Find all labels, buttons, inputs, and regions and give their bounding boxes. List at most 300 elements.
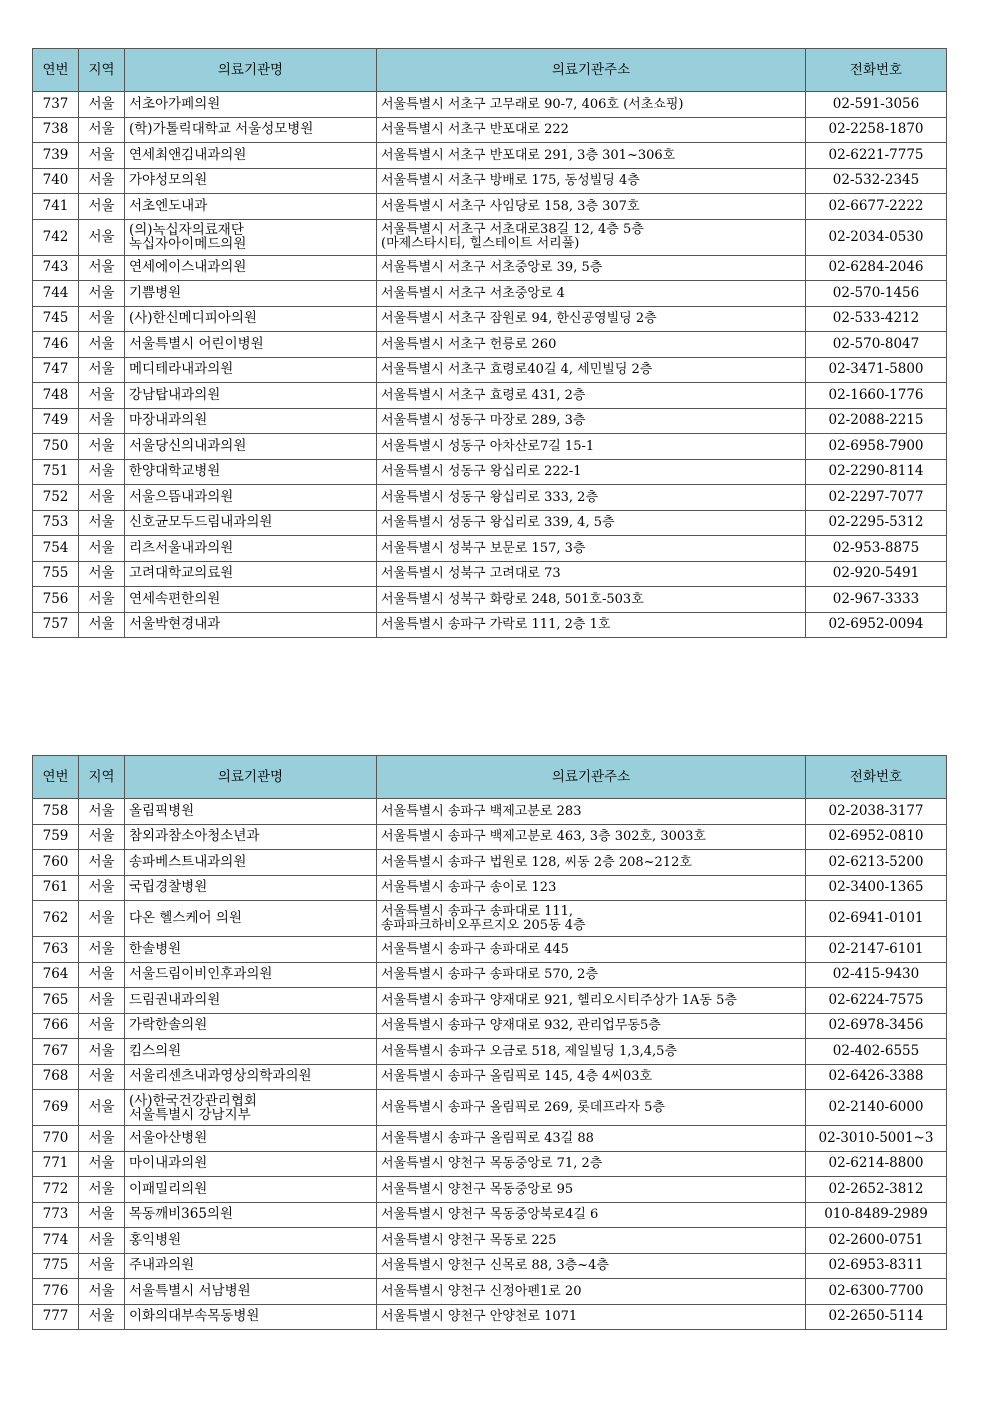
row-number: 771 <box>33 1151 79 1177</box>
row-hospital-address-line: 서울특별시 서초구 서초중앙로 4 <box>381 285 565 301</box>
row-hospital-address <box>377 332 806 358</box>
row-hospital-address-line: 서울특별시 양천구 목동로 225 <box>381 1232 557 1248</box>
row-hospital-name <box>125 1013 377 1039</box>
row-hospital-address <box>377 92 806 118</box>
row-phone: 02-3400-1365 <box>806 875 947 901</box>
hospital-table-1 <box>32 48 947 638</box>
row-hospital-name <box>125 1151 377 1177</box>
row-hospital-name <box>125 117 377 143</box>
row-number: 774 <box>33 1228 79 1254</box>
row-number: 757 <box>33 612 79 638</box>
row-hospital-name <box>125 1126 377 1152</box>
row-hospital-name <box>125 194 377 220</box>
row-hospital-address-line: 서울특별시 서초구 잠원로 94, 한신공영빌딩 2층 <box>381 311 657 327</box>
row-hospital-name-line: 한양대학교병원 <box>129 463 221 480</box>
row-hospital-address-line: 서울특별시 양천구 신정아펜1로 20 <box>381 1283 582 1299</box>
header-no: 연번 <box>33 756 79 799</box>
row-number: 749 <box>33 408 79 434</box>
row-hospital-name-line: 다온 헬스케어 의원 <box>129 910 242 926</box>
table-row <box>33 143 947 169</box>
row-region: 서울 <box>79 937 125 963</box>
row-hospital-address-line: 서울특별시 양천구 목동중앙로 71, 2층 <box>381 1156 603 1172</box>
row-hospital-address-line: 서울특별시 서초구 사임당로 158, 3층 307호 <box>381 198 640 214</box>
row-hospital-name-line: 송파베스트내과의원 <box>129 853 247 870</box>
row-hospital-address <box>377 561 806 587</box>
row-hospital-address <box>377 1151 806 1177</box>
row-hospital-name-line: 기쁨병원 <box>129 284 182 301</box>
row-hospital-address-line: 서울특별시 성북구 보문로 157, 3층 <box>381 540 586 556</box>
table-row <box>33 510 947 536</box>
row-hospital-address-line: 서울특별시 송파구 법원로 128, 씨동 2층 208~212호 <box>381 854 692 870</box>
row-hospital-name <box>125 168 377 194</box>
row-number: 744 <box>33 281 79 307</box>
row-hospital-address <box>377 168 806 194</box>
table-row <box>33 1151 947 1177</box>
row-region: 서울 <box>79 1177 125 1203</box>
row-hospital-name <box>125 988 377 1014</box>
row-region: 서울 <box>79 168 125 194</box>
row-region: 서울 <box>79 988 125 1014</box>
row-phone: 02-953-8875 <box>806 536 947 562</box>
row-hospital-name <box>125 850 377 876</box>
row-number: 743 <box>33 255 79 281</box>
row-hospital-name <box>125 799 377 825</box>
row-hospital-address <box>377 612 806 638</box>
table-row <box>33 306 947 332</box>
row-hospital-name <box>125 510 377 536</box>
row-hospital-name <box>125 281 377 307</box>
row-region: 서울 <box>79 1126 125 1152</box>
row-hospital-name <box>125 1064 377 1090</box>
table-row <box>33 824 947 850</box>
row-region: 서울 <box>79 510 125 536</box>
row-hospital-name <box>125 824 377 850</box>
row-hospital-name-line: 신호균모두드림내과의원 <box>129 514 273 531</box>
row-hospital-address-line: 서울특별시 서초구 반포대로 291, 3층 301~306호 <box>381 147 676 163</box>
row-hospital-address <box>377 357 806 383</box>
row-phone: 02-533-4212 <box>806 306 947 332</box>
row-hospital-name <box>125 255 377 281</box>
row-number: 761 <box>33 875 79 901</box>
row-hospital-address <box>377 143 806 169</box>
row-hospital-name-line: 연세속편한의원 <box>129 590 221 607</box>
row-hospital-name <box>125 383 377 409</box>
row-region: 서울 <box>79 117 125 143</box>
row-phone: 02-2295-5312 <box>806 510 947 536</box>
row-number: 760 <box>33 850 79 876</box>
row-region: 서울 <box>79 875 125 901</box>
table-row <box>33 937 947 963</box>
row-hospital-name <box>125 1253 377 1279</box>
row-hospital-name <box>125 306 377 332</box>
header-phone: 전화번호 <box>806 756 947 799</box>
row-number: 752 <box>33 485 79 511</box>
table-row <box>33 561 947 587</box>
row-number: 766 <box>33 1013 79 1039</box>
row-phone: 02-3471-5800 <box>806 357 947 383</box>
row-hospital-address <box>377 824 806 850</box>
row-hospital-address <box>377 219 806 255</box>
row-hospital-name-line: 참외과참소아청소년과 <box>129 828 260 845</box>
row-region: 서울 <box>79 1279 125 1305</box>
row-hospital-name <box>125 1090 377 1126</box>
header-name: 의료기관명 <box>125 756 377 799</box>
row-number: 768 <box>33 1064 79 1090</box>
row-hospital-name <box>125 332 377 358</box>
row-hospital-address-line: 서울특별시 성동구 왕십리로 222-1 <box>381 464 582 480</box>
table-header-row <box>33 49 947 92</box>
header-address: 의료기관주소 <box>377 49 806 92</box>
row-hospital-name-line: 드림권내과의원 <box>129 991 221 1008</box>
row-phone: 02-6213-5200 <box>806 850 947 876</box>
table-row <box>33 408 947 434</box>
row-hospital-address-line: 서울특별시 서초구 방배로 175, 동성빌딩 4층 <box>381 173 640 189</box>
row-hospital-name <box>125 1279 377 1305</box>
row-hospital-address-line: 서울특별시 서초구 서초대로38길 12, 4층 5층 <box>381 222 644 237</box>
row-number: 772 <box>33 1177 79 1203</box>
table-row <box>33 1202 947 1228</box>
row-hospital-name <box>125 459 377 485</box>
row-hospital-name-line: 서초엔도내과 <box>129 197 208 214</box>
row-hospital-name <box>125 1304 377 1330</box>
row-hospital-name-line: 메디테라내과의원 <box>129 361 234 378</box>
row-hospital-address <box>377 194 806 220</box>
row-phone: 02-2034-0530 <box>806 219 947 255</box>
row-region: 서울 <box>79 434 125 460</box>
row-hospital-name-line: 가야성모의원 <box>129 172 208 189</box>
row-region: 서울 <box>79 799 125 825</box>
row-hospital-address <box>377 536 806 562</box>
table-row <box>33 587 947 613</box>
table-row <box>33 1064 947 1090</box>
table-row <box>33 1304 947 1330</box>
row-hospital-name-line: 주내과의원 <box>129 1257 195 1274</box>
row-hospital-name-line: 서울리센츠내과영상의학과의원 <box>129 1068 312 1085</box>
row-hospital-name-line: 목동깨비365의원 <box>129 1206 234 1223</box>
row-hospital-address-line: 서울특별시 송파구 올림픽로 43길 88 <box>381 1130 594 1146</box>
row-number: 748 <box>33 383 79 409</box>
row-phone: 02-2088-2215 <box>806 408 947 434</box>
row-number: 758 <box>33 799 79 825</box>
row-hospital-name-line: 리츠서울내과의원 <box>129 539 234 556</box>
row-hospital-name-line: 고려대학교의료원 <box>129 565 234 582</box>
row-number: 755 <box>33 561 79 587</box>
header-address: 의료기관주소 <box>377 756 806 799</box>
table-row <box>33 1177 947 1203</box>
row-hospital-address <box>377 117 806 143</box>
row-hospital-name <box>125 434 377 460</box>
row-region: 서울 <box>79 1228 125 1254</box>
row-hospital-address-line: 서울특별시 송파구 오금로 518, 제일빌딩 1,3,4,5층 <box>381 1043 678 1059</box>
row-hospital-name-line: 연세에이스내과의원 <box>129 259 247 276</box>
table-row <box>33 117 947 143</box>
table-row <box>33 485 947 511</box>
row-region: 서울 <box>79 1151 125 1177</box>
row-hospital-address-line: 서울특별시 송파구 가락로 111, 2층 1호 <box>381 617 611 633</box>
table-row <box>33 255 947 281</box>
table-row <box>33 988 947 1014</box>
header-no: 연번 <box>33 49 79 92</box>
row-hospital-name-line: 서울특별시 서남병원 <box>129 1282 251 1299</box>
row-number: 750 <box>33 434 79 460</box>
table-row <box>33 332 947 358</box>
row-region: 서울 <box>79 824 125 850</box>
table-row <box>33 434 947 460</box>
row-phone: 02-402-6555 <box>806 1039 947 1065</box>
table-row <box>33 1228 947 1254</box>
row-hospital-address-line: 서울특별시 성북구 고려대로 73 <box>381 566 561 582</box>
row-hospital-address-line: 서울특별시 양천구 안양천로 1071 <box>381 1309 578 1325</box>
table-row <box>33 357 947 383</box>
row-hospital-address <box>377 1013 806 1039</box>
row-hospital-address-line: 서울특별시 성동구 마장로 289, 3층 <box>381 413 586 429</box>
row-phone: 02-2147-6101 <box>806 937 947 963</box>
row-number: 738 <box>33 117 79 143</box>
row-number: 770 <box>33 1126 79 1152</box>
row-hospital-address <box>377 306 806 332</box>
row-phone: 02-570-1456 <box>806 281 947 307</box>
row-phone: 02-2650-5114 <box>806 1304 947 1330</box>
row-hospital-address <box>377 875 806 901</box>
table-row <box>33 1253 947 1279</box>
row-hospital-address-line: 서울특별시 양천구 목동중앙로 95 <box>381 1181 574 1197</box>
row-hospital-name-line: 서울으뜸내과의원 <box>129 488 234 505</box>
row-hospital-name-line: 마이내과의원 <box>129 1155 208 1172</box>
row-region: 서울 <box>79 536 125 562</box>
row-hospital-name <box>125 937 377 963</box>
row-phone: 02-6221-7775 <box>806 143 947 169</box>
row-hospital-name-line: (사)한국건강관리협회 <box>129 1092 257 1109</box>
row-region: 서울 <box>79 459 125 485</box>
row-hospital-address <box>377 408 806 434</box>
hospital-table-2 <box>32 755 947 1330</box>
row-number: 740 <box>33 168 79 194</box>
row-phone: 02-3010-5001~3 <box>806 1126 947 1152</box>
row-hospital-address <box>377 937 806 963</box>
row-phone: 02-6978-3456 <box>806 1013 947 1039</box>
row-hospital-name <box>125 901 377 937</box>
row-number: 739 <box>33 143 79 169</box>
row-hospital-name-line: 국립경찰병원 <box>129 879 208 896</box>
row-phone: 02-6224-7575 <box>806 988 947 1014</box>
row-region: 서울 <box>79 357 125 383</box>
row-region: 서울 <box>79 408 125 434</box>
row-number: 763 <box>33 937 79 963</box>
row-region: 서울 <box>79 1304 125 1330</box>
row-number: 773 <box>33 1202 79 1228</box>
row-hospital-address-line: 서울특별시 성동구 아차산로7길 15-1 <box>381 438 595 454</box>
row-hospital-name <box>125 536 377 562</box>
row-phone: 02-6953-8311 <box>806 1253 947 1279</box>
row-hospital-name-line: 서초아가페의원 <box>129 95 221 112</box>
row-hospital-address <box>377 1126 806 1152</box>
row-hospital-address <box>377 434 806 460</box>
row-number: 767 <box>33 1039 79 1065</box>
row-region: 서울 <box>79 219 125 255</box>
row-hospital-name <box>125 408 377 434</box>
row-phone: 02-6284-2046 <box>806 255 947 281</box>
row-hospital-name <box>125 962 377 988</box>
row-region: 서울 <box>79 255 125 281</box>
row-hospital-name <box>125 219 377 255</box>
row-hospital-address <box>377 962 806 988</box>
row-hospital-address <box>377 1253 806 1279</box>
row-region: 서울 <box>79 612 125 638</box>
row-number: 762 <box>33 901 79 937</box>
row-hospital-name-line: (의)녹십자의료재단 <box>129 222 244 238</box>
row-hospital-address-line: 서울특별시 서초구 서초중앙로 39, 5층 <box>381 260 603 276</box>
table-row <box>33 1039 947 1065</box>
row-hospital-address <box>377 1304 806 1330</box>
row-region: 서울 <box>79 92 125 118</box>
row-hospital-name-line: 녹십자아이메드의원 <box>129 236 247 252</box>
row-hospital-address-line: 서울특별시 송파구 올림픽로 145, 4층 4씨03호 <box>381 1069 653 1085</box>
row-hospital-name-line: 서울특별시 강남지부 <box>129 1106 251 1123</box>
row-hospital-address <box>377 383 806 409</box>
row-number: 776 <box>33 1279 79 1305</box>
row-hospital-address-line: 서울특별시 서초구 반포대로 222 <box>381 122 569 138</box>
row-hospital-name-line: 이화의대부속목동병원 <box>129 1308 260 1325</box>
table-row <box>33 799 947 825</box>
row-hospital-address-line: 서울특별시 양천구 신목로 88, 3층~4층 <box>381 1258 609 1274</box>
row-region: 서울 <box>79 143 125 169</box>
row-hospital-address-line: 서울특별시 성북구 화랑로 248, 501호-503호 <box>381 591 644 607</box>
row-number: 737 <box>33 92 79 118</box>
header-name: 의료기관명 <box>125 49 377 92</box>
row-phone: 02-2297-7077 <box>806 485 947 511</box>
row-hospital-name-line: (사)한신메디피아의원 <box>129 310 257 327</box>
row-number: 742 <box>33 219 79 255</box>
row-hospital-address-line: 서울특별시 송파구 양재대로 932, 관리업무동5층 <box>381 1018 661 1034</box>
row-phone: 02-570-8047 <box>806 332 947 358</box>
row-hospital-address-line: 서울특별시 송파구 백제고분로 283 <box>381 803 582 819</box>
table-row <box>33 1090 947 1126</box>
table-row <box>33 92 947 118</box>
row-hospital-name-line: 연세최앤김내과의원 <box>129 146 247 163</box>
row-hospital-address <box>377 587 806 613</box>
row-hospital-name-line: 올림픽병원 <box>129 802 195 819</box>
row-hospital-name <box>125 357 377 383</box>
table-row <box>33 383 947 409</box>
row-number: 777 <box>33 1304 79 1330</box>
table-row <box>33 194 947 220</box>
row-number: 751 <box>33 459 79 485</box>
row-hospital-address <box>377 1177 806 1203</box>
row-phone: 02-591-3056 <box>806 92 947 118</box>
row-phone: 02-2600-0751 <box>806 1228 947 1254</box>
row-hospital-address <box>377 988 806 1014</box>
row-number: 775 <box>33 1253 79 1279</box>
row-hospital-address <box>377 799 806 825</box>
row-region: 서울 <box>79 1202 125 1228</box>
row-phone: 02-6958-7900 <box>806 434 947 460</box>
row-region: 서울 <box>79 306 125 332</box>
row-hospital-name-line: 킴스의원 <box>129 1042 182 1059</box>
row-phone: 02-6426-3388 <box>806 1064 947 1090</box>
table-row <box>33 612 947 638</box>
row-hospital-address <box>377 850 806 876</box>
row-hospital-address <box>377 901 806 937</box>
row-hospital-name <box>125 1177 377 1203</box>
row-hospital-address-line: 서울특별시 성동구 왕십리로 333, 2층 <box>381 489 598 505</box>
row-phone: 02-2290-8114 <box>806 459 947 485</box>
row-region: 서울 <box>79 383 125 409</box>
row-hospital-address-line: 서울특별시 송파구 송파대로 570, 2층 <box>381 967 598 983</box>
row-hospital-name <box>125 561 377 587</box>
row-number: 753 <box>33 510 79 536</box>
row-hospital-name-line: 가락한솔의원 <box>129 1017 208 1034</box>
row-hospital-address <box>377 1279 806 1305</box>
row-phone: 010-8489-2989 <box>806 1202 947 1228</box>
row-hospital-name-line: 서울아산병원 <box>129 1129 208 1146</box>
table-header-row <box>33 756 947 799</box>
row-hospital-address <box>377 1090 806 1126</box>
row-hospital-name-line: 마장내과의원 <box>129 412 208 429</box>
row-region: 서울 <box>79 281 125 307</box>
row-number: 759 <box>33 824 79 850</box>
row-hospital-address-line: 서울특별시 송파구 백제고분로 463, 3층 302호, 3003호 <box>381 829 706 845</box>
table-row <box>33 875 947 901</box>
row-hospital-address <box>377 1228 806 1254</box>
header-region: 지역 <box>79 756 125 799</box>
row-number: 764 <box>33 962 79 988</box>
header-region: 지역 <box>79 49 125 92</box>
row-hospital-address-line: (마제스타시티, 힐스테이트 서리풀) <box>381 236 580 251</box>
row-region: 서울 <box>79 850 125 876</box>
row-hospital-address-line: 서울특별시 송파구 송이로 123 <box>381 880 557 896</box>
row-hospital-address-line: 서울특별시 송파구 송파대로 111, <box>381 903 574 919</box>
table-row <box>33 962 947 988</box>
table-row <box>33 459 947 485</box>
row-hospital-name <box>125 875 377 901</box>
row-hospital-address-line: 서울특별시 송파구 올림픽로 269, 롯데프라자 5층 <box>381 1100 665 1115</box>
row-hospital-name-line: 서울당신의내과의원 <box>129 437 247 454</box>
row-hospital-name-line: 서울드림이비인후과의원 <box>129 966 273 983</box>
row-hospital-address <box>377 281 806 307</box>
row-number: 745 <box>33 306 79 332</box>
row-hospital-name <box>125 587 377 613</box>
row-hospital-name-line: 한솔병원 <box>129 940 182 957</box>
row-phone: 02-2140-6000 <box>806 1090 947 1126</box>
row-hospital-name <box>125 143 377 169</box>
row-number: 769 <box>33 1090 79 1126</box>
row-number: 765 <box>33 988 79 1014</box>
row-phone: 02-6941-0101 <box>806 901 947 937</box>
row-hospital-name <box>125 92 377 118</box>
header-phone: 전화번호 <box>806 49 947 92</box>
table-row <box>33 536 947 562</box>
row-phone: 02-967-3333 <box>806 587 947 613</box>
table-row <box>33 850 947 876</box>
row-phone: 02-1660-1776 <box>806 383 947 409</box>
row-hospital-address-line: 서울특별시 성동구 왕십리로 339, 4, 5층 <box>381 515 615 531</box>
row-hospital-name <box>125 1228 377 1254</box>
row-region: 서울 <box>79 194 125 220</box>
row-phone: 02-2038-3177 <box>806 799 947 825</box>
row-hospital-address <box>377 459 806 485</box>
row-hospital-name-line: 이패밀리의원 <box>129 1180 208 1197</box>
row-hospital-address <box>377 510 806 536</box>
row-hospital-name-line: 강남탑내과의원 <box>129 386 221 403</box>
row-region: 서울 <box>79 485 125 511</box>
row-region: 서울 <box>79 1013 125 1039</box>
row-phone: 02-2652-3812 <box>806 1177 947 1203</box>
row-hospital-name-line: 서울박현경내과 <box>129 616 221 633</box>
row-region: 서울 <box>79 332 125 358</box>
row-phone: 02-6214-8800 <box>806 1151 947 1177</box>
row-hospital-address-line: 송파파크하비오푸르지오 205동 4층 <box>381 917 586 933</box>
row-hospital-address <box>377 255 806 281</box>
